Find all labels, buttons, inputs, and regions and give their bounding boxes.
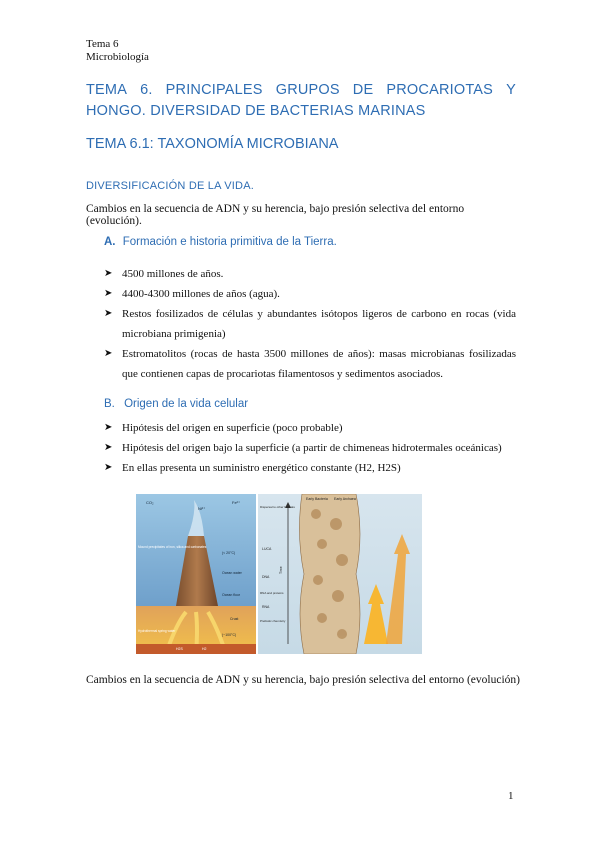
- label-dna: DNA: [262, 575, 270, 579]
- label-rna-proteins: RNA and proteins: [260, 591, 284, 595]
- arrow-bullet-icon: ➤: [104, 442, 113, 453]
- section-a-bullets: [104, 264, 516, 384]
- section-a-letter: A.: [104, 236, 116, 248]
- title-word: PROCARIOTAS: [386, 82, 494, 98]
- page-number: 1: [508, 790, 514, 802]
- figure-caption: Cambios en la secuencia de ADN y su herencia, bajo presión selectiva del entorno (evolución): [86, 674, 520, 686]
- list-item: ➤ Restos fosilizados de células y abundantes isótopos ligeros de carbono en rocas (vida microbiana primigenia): [104, 304, 516, 344]
- arrow-bullet-icon: ➤: [104, 422, 113, 433]
- label-h2: H2: [202, 647, 207, 651]
- label-dispersal: Dispersal to other habitats: [260, 505, 295, 509]
- label-mound: Mound precipitates of iron, silica and carbonates: [138, 545, 207, 549]
- list-item: ➤ Estromatolitos (rocas de hasta 3500 millones de años): masas microbianas fosilizadas que contienen capas de procariotas filamentosos y sedimentos asociados.: [104, 344, 516, 384]
- header-course: Tema 6: [86, 38, 119, 50]
- section-heading: DIVERSIFICACIÓN DE LA VIDA.: [86, 180, 254, 192]
- evolution-panel: [258, 494, 422, 654]
- list-item: ➤ Hipótesis del origen en superficie (poco probable): [104, 418, 516, 438]
- list-item: ➤ En ellas presenta un suministro energético constante (H2, H2S): [104, 458, 516, 478]
- section-a-title: Formación e historia primitiva de la Tierra.: [122, 236, 337, 248]
- intro-paragraph: Cambios en la secuencia de ADN y su herencia, bajo presión selectiva del entorno (evolución).: [86, 203, 465, 227]
- list-item: ➤ 4400-4300 millones de años (agua).: [104, 284, 516, 304]
- label-early-archaea: Early Archaea: [334, 497, 356, 501]
- arrow-bullet-icon: ➤: [104, 268, 113, 279]
- section-b-bullets: [104, 418, 516, 478]
- label-prebiotic: Prebiotic chemistry: [260, 619, 286, 623]
- header-subject: Microbiología: [86, 51, 149, 63]
- page-header: [86, 38, 149, 64]
- label-fe: Fe²⁺: [232, 500, 241, 505]
- section-b-letter: B.: [104, 398, 115, 410]
- arrow-bullet-icon: ➤: [104, 348, 113, 359]
- label-ni: Ni²⁺: [198, 506, 206, 511]
- label-time: Time: [279, 566, 283, 574]
- label-temp1: (< 20°C): [222, 551, 236, 555]
- main-title-line1: [86, 80, 516, 101]
- hydrothermal-vent-figure: [136, 494, 422, 654]
- vent-panel: [136, 494, 256, 654]
- label-temp2: (~100°C): [222, 633, 237, 637]
- label-rna: RNA: [262, 605, 270, 609]
- title-word: Y: [506, 82, 516, 98]
- section-b-heading: [104, 398, 248, 410]
- label-early-bacteria: Early Bacteria: [306, 497, 328, 501]
- label-ocean: Ocean water: [222, 571, 242, 575]
- section-b-title: Origen de la vida celular: [124, 398, 249, 410]
- list-item: ➤ Hipótesis del origen bajo la superficie (a partir de chimeneas hidrotermales oceánicas): [104, 438, 516, 458]
- arrow-bullet-icon: ➤: [104, 288, 113, 299]
- title-word: PRINCIPALES: [165, 82, 263, 98]
- label-ocean-floor: Ocean floor: [222, 593, 241, 597]
- title-word: GRUPOS: [275, 82, 340, 98]
- label-co2: CO₂: [146, 500, 154, 505]
- main-title-line2: HONGO. DIVERSIDAD DE BACTERIAS MARINAS: [86, 103, 426, 119]
- arrow-bullet-icon: ➤: [104, 308, 113, 319]
- section-a-heading: [104, 236, 337, 248]
- arrow-bullet-icon: ➤: [104, 462, 113, 473]
- label-h2s: H2S: [176, 647, 183, 651]
- title-word: DE: [352, 82, 374, 98]
- label-crust: Crust: [230, 617, 239, 621]
- list-item: ➤ 4500 millones de años.: [104, 264, 516, 284]
- label-spring: Hydrothermal spring water: [138, 629, 176, 633]
- title-word: TEMA: [86, 82, 128, 98]
- subtitle: TEMA 6.1: TAXONOMÍA MICROBIANA: [86, 136, 339, 152]
- main-title: [86, 80, 516, 122]
- title-word: 6.: [140, 82, 153, 98]
- label-luca: LUCA: [262, 547, 272, 551]
